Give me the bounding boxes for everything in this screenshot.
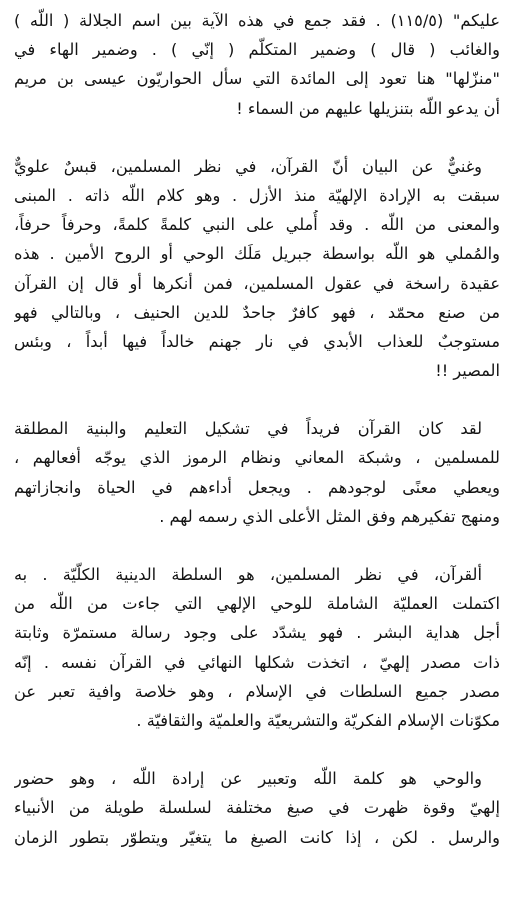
text-line: ألقرآن، في نظر المسلمين، هو السلطة الدينية الكلّيّة . به: [14, 565, 482, 584]
text-line: أن يدعو اللّه بتنزيلها عليهم من السماء !: [236, 98, 500, 118]
paragraph-4: [14, 560, 500, 735]
text-line: والمعنى من اللّه . وقد أُملي على النبي كلمةً كلمةً، وحرفاً حرفاً،: [14, 215, 500, 235]
paragraph-1: [14, 6, 500, 123]
text-line: أجل هداية البشر . فهو يشدّد على وجود رسالة مستمرّة وثابتة: [14, 623, 500, 643]
paragraph-2: [14, 152, 500, 386]
text-line: والرسل . لكن ، إذا كانت الصيغ ما يتغيّر ويتطوّر بتطور الزمان: [14, 827, 500, 847]
text-line: ذات مصدر إلهيّ ، اتخذت شكلها النهائي في القرآن نفسه . إنّه: [14, 652, 500, 672]
document-page: [14, 6, 500, 881]
text-line: للمسلمين ، وشبكة المعاني ونظام الرموز الذي يوجّه أفعالهم ،: [14, 448, 500, 468]
text-line: عقيدة راسخة في عقول المسلمين، فمن أنكرها أو قال إن القرآن: [14, 273, 500, 293]
text-line: لقد كان القرآن فريداً في تشكيل التعليم والبنية المطلقة: [14, 419, 482, 439]
text-line: والمُملي هو اللّه بواسطة جبريل مَلَك الوحي أو الروح الأمين . هذه: [14, 244, 500, 264]
text-line: عليكم" (١١٥/٥) . فقد جمع في هذه الآية بين اسم الجلالة ( اللّه ): [14, 11, 500, 30]
paragraph-5: [14, 764, 500, 852]
text-line: المصير !!: [435, 361, 500, 381]
text-line: ومنهج تفكيرهم وفق المثل الأعلى الذي رسمه لهم .: [159, 506, 500, 526]
text-line: والوحي هو كلمة اللّه وتعبير عن إرادة اللّه ، وهو حضور: [14, 769, 482, 789]
text-line: ويعطي معنًى لوجودهم . ويجعل أداءهم في الحياة وانجازاتهم: [14, 477, 500, 497]
text-line: سبقت به الإرادة الإلهيّة منذ الأزل . وهو كلام اللّه ذاته . المبنى: [14, 185, 500, 205]
text-line: وغنيٌّ عن البيان أنّ القرآن، في نظر المسلمين، قبسٌ علويٌّ: [14, 156, 482, 176]
text-line: مصدر جميع السلطات في الإسلام ، وهو خلاصة وافية تعبر عن: [14, 681, 500, 701]
text-line: "منزّلها" هنا تعود إلى المائدة التي سأل الحواريّون عيسى بن مريم: [14, 69, 500, 89]
text-line: والغائب ( قال ) وضمير المتكلّم ( إنّي ) . وضمير الهاء في: [14, 40, 500, 60]
text-line: إلهيّ وقوة ظهرت في صيغ مختلفة لسلسلة طويلة من الأنبياء: [14, 798, 500, 818]
text-line: مستوجبٌ للعذاب الأبدي في نار جهنم خالداً فيها أبداً ، وبئس: [14, 331, 500, 351]
text-line: مكوّنات الإسلام الفكريّة والتشريعيّة والعلميّة والثقافيّة .: [136, 710, 500, 730]
text-line: من صنع محمّد ، فهو كافرٌ جاحدٌ للدين الحنيف ، وبالتالي فهو: [14, 302, 500, 322]
text-line: اكتملت العمليّة الشاملة للوحي الإلهي التي جاءت من اللّه من: [14, 594, 500, 614]
paragraph-3: [14, 414, 500, 531]
